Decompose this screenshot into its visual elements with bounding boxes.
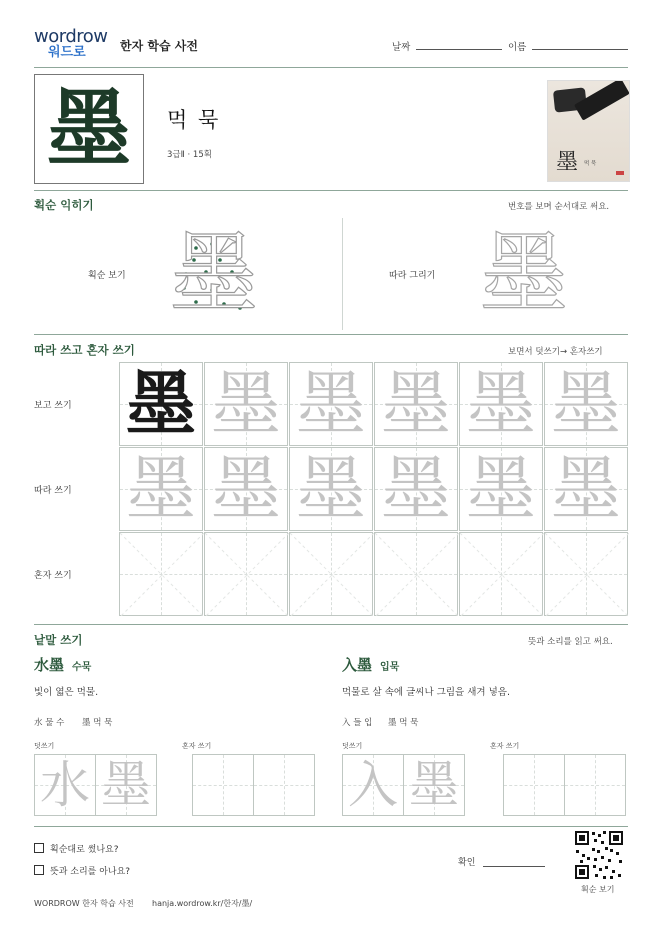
word-gloss: 墨 먹 묵 <box>82 718 113 728</box>
practice-glyph: 墨 <box>381 448 451 530</box>
practice-cell[interactable] <box>119 447 203 531</box>
word-alone-cell[interactable] <box>564 754 626 816</box>
name-label: 이름 <box>508 42 527 53</box>
words-divider <box>34 826 628 827</box>
stroke-view-label: 획순 보기 <box>88 271 126 281</box>
name-field[interactable] <box>532 49 628 50</box>
stroke-divider-vertical <box>342 218 343 330</box>
header-divider <box>34 67 628 68</box>
word-trace-glyph: 水 <box>40 756 90 814</box>
words-section-hint: 뜻과 소리를 읽고 써요. <box>528 637 613 647</box>
practice-cell[interactable] <box>374 532 458 616</box>
practice-glyph: 墨 <box>466 448 536 530</box>
word-reading: 입묵 <box>380 662 400 673</box>
practice-cell[interactable] <box>374 447 458 531</box>
date-field[interactable] <box>416 49 502 50</box>
practice-glyph: 墨 <box>211 363 281 445</box>
word-alone-cell[interactable] <box>192 754 254 816</box>
logo-korean: 워드로 <box>48 45 86 60</box>
hero-info: 3급Ⅱ · 15획 <box>167 150 212 160</box>
practice-glyph: 墨 <box>551 448 621 530</box>
word-reading: 수묵 <box>72 662 92 673</box>
checklist-item-label: 뜻과 소리를 아나요? <box>50 867 131 877</box>
word-trace-cell[interactable] <box>403 754 465 816</box>
hero-char-box <box>34 74 144 184</box>
stroke-trace-char: 墨 <box>479 222 568 325</box>
word-trace-glyph: 墨 <box>409 756 459 814</box>
stroke-order-char: 墨 <box>169 222 258 325</box>
word-trace-glyph: 墨 <box>101 756 151 814</box>
word-gloss: 水 물 수 <box>34 718 65 728</box>
photo-caption: 먹 묵 <box>584 161 597 167</box>
photo-char: 墨 <box>556 150 579 175</box>
photo-badge <box>616 171 624 175</box>
word-alone-label: 혼자 쓰기 <box>490 742 520 750</box>
practice-row-label: 보고 쓰기 <box>34 401 72 411</box>
stroke-trace-label: 따라 그리기 <box>389 271 436 281</box>
practice-glyph: 墨 <box>211 448 281 530</box>
practice-cell[interactable] <box>459 447 543 531</box>
practice-cell[interactable] <box>289 532 373 616</box>
date-label: 날짜 <box>392 42 411 53</box>
practice-cell[interactable] <box>544 532 628 616</box>
practice-cell[interactable] <box>204 362 288 446</box>
practice-section-hint: 보면서 덧쓰기→ 혼자쓰기 <box>508 347 603 357</box>
practice-glyph: 墨 <box>296 448 366 530</box>
stroke-order-diagram <box>166 222 262 325</box>
practice-row-label: 혼자 쓰기 <box>34 571 72 581</box>
practice-glyph: 墨 <box>551 363 621 445</box>
checklist-item-label: 획순대로 썼나요? <box>50 845 119 855</box>
practice-cell[interactable] <box>544 447 628 531</box>
word-hanja: 入墨 <box>342 656 373 674</box>
checkbox[interactable] <box>34 865 44 875</box>
practice-glyph: 墨 <box>126 362 196 445</box>
inkstick-shape <box>574 80 630 121</box>
stroke-section-title: 획순 익히기 <box>34 198 94 212</box>
footer-url[interactable]: hanja.wordrow.kr/한자/墨/ <box>152 899 253 908</box>
word-alone-cell[interactable] <box>253 754 315 816</box>
checkbox[interactable] <box>34 843 44 853</box>
qr-code-icon <box>574 830 624 880</box>
practice-cell[interactable] <box>374 362 458 446</box>
practice-glyph: 墨 <box>296 363 366 445</box>
word-trace-glyph: 入 <box>348 756 398 814</box>
ink-photo <box>547 80 630 182</box>
logo-wordmark: wordrow <box>34 26 108 47</box>
practice-cell[interactable] <box>459 362 543 446</box>
qr-code[interactable] <box>574 830 624 880</box>
practice-glyph: 墨 <box>466 363 536 445</box>
footer-brand: WORDROW 한자 학습 사전 <box>34 899 134 908</box>
word-alone-label: 혼자 쓰기 <box>182 742 212 750</box>
logo <box>34 28 114 64</box>
hero-char: 墨 <box>46 79 131 178</box>
hero-divider <box>34 190 628 191</box>
stroke-section-hint: 번호를 보며 순서대로 써요. <box>508 202 610 212</box>
practice-cell[interactable] <box>544 362 628 446</box>
practice-cell[interactable] <box>459 532 543 616</box>
word-trace-cell[interactable] <box>34 754 96 816</box>
header-title: 한자 학습 사전 <box>120 39 198 53</box>
practice-divider <box>34 624 628 625</box>
word-gloss: 入 들 입 <box>342 718 373 728</box>
stroke-divider <box>34 334 628 335</box>
word-trace-cell[interactable] <box>95 754 157 816</box>
checklist-item[interactable] <box>34 864 130 877</box>
practice-cell[interactable] <box>289 447 373 531</box>
practice-glyph: 墨 <box>126 448 196 530</box>
practice-cell[interactable] <box>204 532 288 616</box>
qr-label: 획순 보기 <box>581 885 615 894</box>
words-section-title: 낱말 쓰기 <box>34 633 83 647</box>
word-meaning: 빛이 엷은 먹물. <box>34 687 99 698</box>
word-hanja: 水墨 <box>34 656 65 674</box>
practice-cell[interactable] <box>119 532 203 616</box>
practice-cell[interactable] <box>204 447 288 531</box>
stroke-trace-diagram[interactable] <box>476 222 572 325</box>
checklist-item[interactable] <box>34 842 119 855</box>
practice-cell[interactable] <box>119 362 203 446</box>
word-gloss: 墨 먹 묵 <box>388 718 419 728</box>
hero-reading: 먹 묵 <box>167 108 221 132</box>
word-meaning: 먹물로 살 속에 글씨나 그림을 새겨 넣음. <box>342 687 510 698</box>
practice-cell[interactable] <box>289 362 373 446</box>
practice-section-title: 따라 쓰고 혼자 쓰기 <box>34 343 135 357</box>
practice-row-label: 따라 쓰기 <box>34 486 72 496</box>
confirm-field[interactable] <box>483 866 545 867</box>
practice-glyph: 墨 <box>381 363 451 445</box>
word-trace-label: 덧쓰기 <box>34 742 55 750</box>
word-trace-cell[interactable] <box>342 754 404 816</box>
confirm-label: 확인 <box>458 858 476 868</box>
word-alone-cell[interactable] <box>503 754 565 816</box>
word-trace-label: 덧쓰기 <box>342 742 363 750</box>
